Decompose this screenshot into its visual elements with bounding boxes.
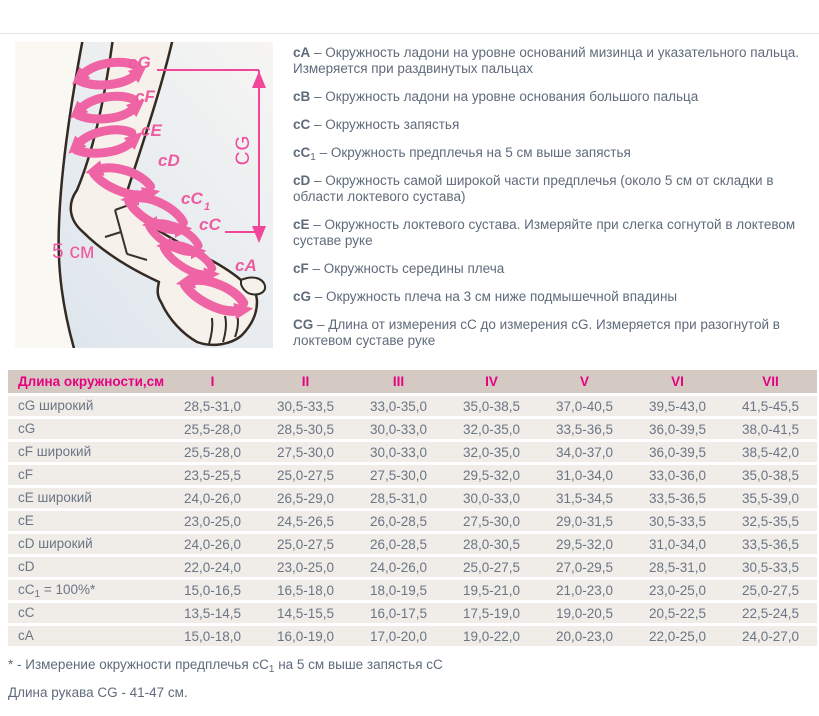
row-label-text: cF широкий — [18, 444, 92, 459]
size-column-header: II — [301, 374, 310, 389]
measurement-text: – Окружность предплечья на 5 см выше запястья — [319, 145, 631, 160]
five-cm-label: 5 см — [52, 240, 95, 263]
row-label-text: cD широкий — [18, 536, 93, 551]
row-value: 36,0-39,5 — [648, 421, 707, 437]
measurement-description — [293, 89, 809, 105]
row-value: 24,0-27,0 — [741, 628, 800, 644]
measurement-description — [293, 173, 809, 205]
row-value: 29,0-31,5 — [555, 513, 614, 529]
measurement-label: cE — [293, 217, 310, 232]
table-row — [8, 603, 817, 623]
footnote-subscript: 1 — [268, 664, 275, 675]
row-value: 26,0-28,5 — [369, 536, 428, 552]
measurement-text: – Окружность самой широкой части предплечья (около 5 см от складки в области локтевого сустава) — [293, 173, 774, 204]
row-value: 25,5-28,0 — [183, 444, 242, 460]
row-value: 33,5-36,5 — [648, 490, 707, 506]
row-value: 35,0-38,5 — [462, 398, 521, 414]
footnote-sleeve-length: Длина рукава CG - 41-47 см. — [8, 685, 188, 700]
cg-length-label: CG — [233, 134, 254, 166]
row-label-text: cD — [18, 559, 35, 574]
row-value: 41,5-45,5 — [741, 398, 800, 414]
table-body — [8, 396, 817, 646]
row-value: 37,0-40,5 — [555, 398, 614, 414]
row-label — [8, 603, 166, 623]
measurement-text: – Длина от измерения cC до измерения cG. Измеряется при разогнутой в локтевом суставе руке — [293, 317, 780, 348]
measurement-text: – Окружность плеча на 3 см ниже подмышечной впадины — [314, 289, 678, 304]
measurement-description — [293, 117, 809, 133]
row-value: 33,5-36,5 — [555, 421, 614, 437]
arm-measurement-illustration — [15, 42, 273, 348]
row-label-text: cE — [18, 513, 34, 528]
row-value: 27,5-30,0 — [462, 513, 521, 529]
row-value: 26,5-29,0 — [276, 490, 335, 506]
row-label-subscript: 1 — [34, 589, 41, 600]
table-row — [8, 465, 817, 485]
table-row — [8, 511, 817, 531]
row-value: 30,0-33,0 — [369, 421, 428, 437]
row-value: 19,0-22,0 — [462, 628, 521, 644]
measurement-label: cD — [293, 173, 311, 188]
row-value: 25,0-27,5 — [276, 536, 335, 552]
row-value: 38,5-42,0 — [741, 444, 800, 460]
row-label-text: cA — [18, 628, 34, 643]
label-cC: cC — [199, 215, 221, 234]
row-value: 14,5-15,5 — [276, 605, 335, 621]
row-label — [8, 511, 166, 531]
measurement-text: – Окружность середины плеча — [312, 261, 505, 276]
row-value: 34,0-37,0 — [555, 444, 614, 460]
table-row — [8, 419, 817, 439]
row-value: 17,5-19,0 — [462, 605, 521, 621]
size-column-header: VI — [671, 374, 684, 389]
table-row — [8, 626, 817, 646]
row-label — [8, 626, 166, 646]
measurement-descriptions — [293, 45, 809, 361]
label-cE: cE — [141, 121, 162, 140]
row-value: 16,0-19,0 — [276, 628, 335, 644]
row-value: 19,0-20,5 — [555, 605, 614, 621]
row-value: 36,0-39,5 — [648, 444, 707, 460]
row-value: 24,0-26,0 — [183, 490, 242, 506]
measurement-label: cA — [293, 45, 311, 60]
row-label — [8, 465, 166, 485]
row-value: 32,0-35,0 — [462, 444, 521, 460]
row-value: 28,5-31,0 — [648, 559, 707, 575]
row-value: 27,5-30,0 — [369, 467, 428, 483]
footnote-text: * - Измерение окружности предплечья cC — [8, 657, 269, 672]
row-value: 33,5-36,5 — [741, 536, 800, 552]
row-label — [8, 580, 166, 600]
measurement-label: cC — [293, 145, 311, 160]
arm-illustration-svg — [15, 42, 273, 348]
row-label-text: cC — [18, 582, 35, 597]
table-row — [8, 580, 817, 600]
row-label-text: cE широкий — [18, 490, 92, 505]
row-label — [8, 442, 166, 462]
row-value: 22,5-24,5 — [741, 605, 800, 621]
measurement-text: – Окружность ладони на уровне оснований мизинца и указательного пальца. Измеряется при раздвинутых пальцах — [293, 45, 800, 76]
top-divider — [0, 33, 819, 34]
table-header-label: Длина окружности,см — [18, 373, 165, 389]
row-value: 23,5-25,5 — [183, 467, 242, 483]
row-label-text: cC — [18, 605, 35, 620]
row-value: 33,0-35,0 — [369, 398, 428, 414]
measurement-label: cC — [293, 117, 311, 132]
measurement-description — [293, 261, 809, 277]
measurement-label: cB — [293, 89, 311, 104]
row-value: 39,5-43,0 — [648, 398, 707, 414]
row-value: 28,0-30,5 — [462, 536, 521, 552]
row-value: 30,5-33,5 — [648, 513, 707, 529]
row-value: 17,0-20,0 — [369, 628, 428, 644]
row-value: 30,0-33,0 — [462, 490, 521, 506]
row-value: 29,5-32,0 — [555, 536, 614, 552]
row-value: 18,0-19,5 — [369, 582, 428, 598]
row-value: 22,0-25,0 — [648, 628, 707, 644]
size-column-header: III — [392, 374, 405, 389]
size-column-header: VII — [762, 374, 779, 389]
row-value: 30,0-33,0 — [369, 444, 428, 460]
row-value: 31,0-34,0 — [555, 467, 614, 483]
label-cC1-subscript: 1 — [204, 201, 211, 213]
row-value: 35,5-39,0 — [741, 490, 800, 506]
label-cF: cF — [135, 87, 155, 106]
measurement-description — [293, 145, 809, 161]
row-value: 35,0-38,5 — [741, 467, 800, 483]
footnote-text: на 5 см выше запястья cC — [274, 657, 443, 672]
measurement-label-subscript: 1 — [310, 152, 316, 163]
row-value: 16,0-17,5 — [369, 605, 428, 621]
row-value: 22,0-24,0 — [183, 559, 242, 575]
row-label-text: cG широкий — [18, 398, 94, 413]
table-header-row — [8, 370, 817, 393]
row-value: 32,5-35,5 — [741, 513, 800, 529]
label-cA: cA — [235, 256, 257, 275]
row-value: 28,5-31,0 — [183, 398, 242, 414]
row-value: 15,0-16,5 — [183, 582, 242, 598]
row-value: 29,5-32,0 — [462, 467, 521, 483]
row-value: 19,5-21,0 — [462, 582, 521, 598]
row-label — [8, 557, 166, 577]
row-value: 28,5-31,0 — [369, 490, 428, 506]
row-label-text: cF — [18, 467, 33, 482]
row-value: 25,0-27,5 — [462, 559, 521, 575]
measurement-description — [293, 289, 809, 305]
table-row — [8, 442, 817, 462]
row-value: 31,0-34,0 — [648, 536, 707, 552]
measurement-text: – Окружность локтевого сустава. Измеряйте при слегка согнутой в локтевом суставе руке — [293, 217, 796, 248]
table-row — [8, 396, 817, 416]
table-row — [8, 557, 817, 577]
measurement-text: – Окружность ладони на уровне основания большого пальца — [314, 89, 699, 104]
row-label-text: cG — [18, 421, 36, 436]
footnote-measurement — [8, 657, 443, 675]
row-value: 16,5-18,0 — [276, 582, 335, 598]
row-value: 23,0-25,0 — [183, 513, 242, 529]
row-value: 21,0-23,0 — [555, 582, 614, 598]
row-value: 27,0-29,5 — [555, 559, 614, 575]
row-value: 32,0-35,0 — [462, 421, 521, 437]
sizing-table — [8, 370, 817, 649]
row-value: 13,5-14,5 — [183, 605, 242, 621]
label-cC1: cC — [181, 189, 203, 208]
row-value: 15,0-18,0 — [183, 628, 242, 644]
row-value: 26,0-28,5 — [369, 513, 428, 529]
row-label — [8, 534, 166, 554]
measurement-description — [293, 217, 809, 249]
row-value: 25,0-27,5 — [276, 467, 335, 483]
label-cD: cD — [158, 151, 180, 170]
row-value: 38,0-41,5 — [741, 421, 800, 437]
table-row — [8, 488, 817, 508]
row-value: 20,0-23,0 — [555, 628, 614, 644]
row-value: 28,5-30,5 — [276, 421, 335, 437]
table-row — [8, 534, 817, 554]
row-value: 25,0-27,5 — [741, 582, 800, 598]
row-label — [8, 488, 166, 508]
measurement-text: – Окружность запястья — [314, 117, 460, 132]
measurement-label: cF — [293, 261, 309, 276]
size-column-header: IV — [485, 374, 498, 389]
row-value: 33,0-36,0 — [648, 467, 707, 483]
row-value: 30,5-33,5 — [741, 559, 800, 575]
measurement-label: CG — [293, 317, 314, 332]
measurement-description — [293, 45, 809, 77]
label-cG: cG — [128, 53, 151, 72]
row-value: 27,5-30,0 — [276, 444, 335, 460]
size-column-header: V — [579, 374, 589, 389]
row-value: 23,0-25,0 — [276, 559, 335, 575]
row-label — [8, 396, 166, 416]
row-value: 24,0-26,0 — [369, 559, 428, 575]
row-value: 24,0-26,0 — [183, 536, 242, 552]
row-label — [8, 419, 166, 439]
row-value: 30,5-33,5 — [276, 398, 335, 414]
measurement-label: cG — [293, 289, 312, 304]
row-value: 20,5-22,5 — [648, 605, 707, 621]
measurement-description — [293, 317, 809, 349]
row-value: 31,5-34,5 — [555, 490, 614, 506]
row-value: 23,0-25,0 — [648, 582, 707, 598]
row-value: 25,5-28,0 — [183, 421, 242, 437]
size-column-header: I — [210, 374, 215, 389]
row-label-suffix: = 100%* — [40, 582, 96, 597]
row-value: 24,5-26,5 — [276, 513, 335, 529]
